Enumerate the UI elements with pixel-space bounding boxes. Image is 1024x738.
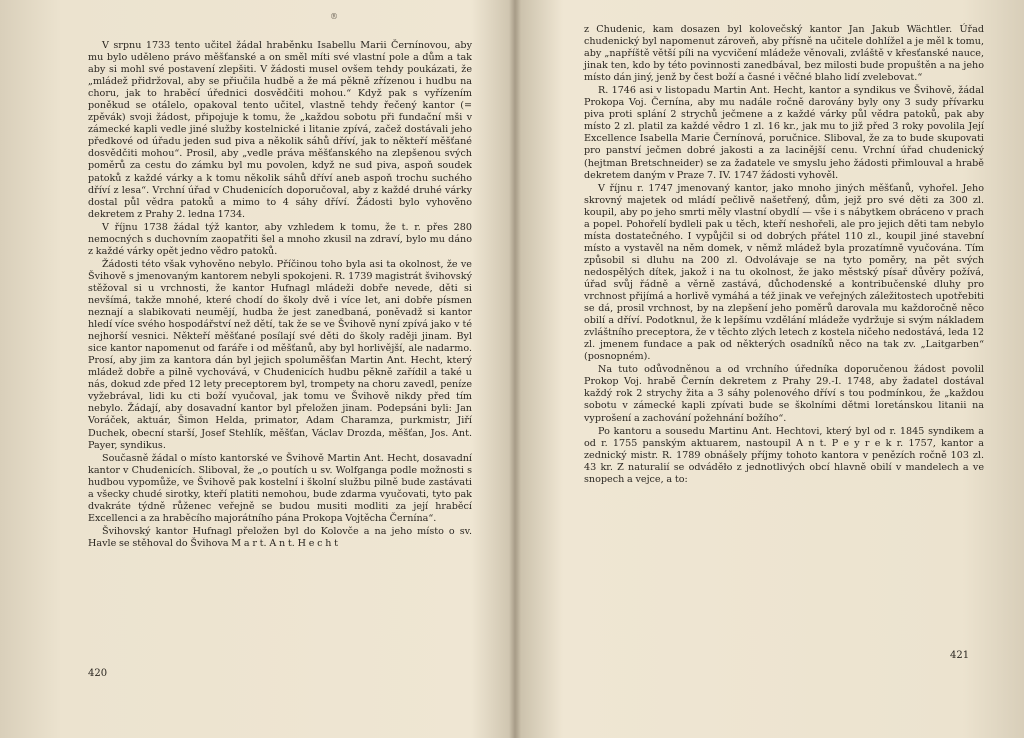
left-paragraph-1: V srpnu 1733 tento učitel žádal hraběnku Isabellu Marii Černínovou, aby mu bylo uděleno právo měšťanské a on směl míti své vlastní pole a dům a tak aby si mohl své postavení zlepšiti. V žádosti musel ovšem tehdy poukázati, že „mládež přidržoval, aby se přiučila hudbě a že má pěkně zřízenou i hudbu na choru, jak to hraběcí úřednici dosvědčiti mohou.“ Když pak s vyřízením poněkud se otálelo, opakoval tento učitel, vlastně tehdy řečený kantor (= zpěvák) svoji žádost, připojuje k tomu, že „každou sobotu při fundační mši v zámecké kapli vedle jiné služby kostelnické i litanie zpívá, začež dostávali jeho předkové od úřadu jeden sud piva a několik sáhů dříví, jak to někteří měšťané dosvědčiti mohou“. Prosil, aby „vedle práva měšťanského na zlepšenou svých poměrů za cestu do zámku byl mu povolen, když ne sud piva, aspoň soudek patoků z každé várky a k tomu několik sáhů dříví aneb aspoň trochu suchého dříví z lesa“. Vrchní úřad v Chudenicích doporučoval, aby z každé druhé várky dostal půl vědra patoků a mimo to 4 sáhy dříví. Žádosti bylo vyhověno dekretem z Prahy 2. ledna 1734. bbox=[88, 40, 472, 220]
right-paragraph-1: z Chudenic, kam dosazen byl kolovečský kantor Jan Jakub Wächtler. Úřad chudenický byl napomenut zároveň, aby přísně na učitele dohlížel a je měl k tomu, aby „napříště větší píli na vycvičení mládeže věnovali, zvláště v křesťanské nauce, jinak ten, kdo by této povinnosti zanedbával, bez milosti bude propuštěn a na jeho místo dán jiný, jenž by čest boží a časné i věčné blaho lidí zvelebovat.“ bbox=[584, 24, 984, 84]
right-page bbox=[518, 0, 1024, 738]
ink-mark: ® bbox=[330, 12, 338, 21]
left-paragraph-3: Žádosti této však vyhověno nebylo. Příčinou toho byla asi ta okolnost, že ve Švihově s jmenovaným kantorem nebyli spokojeni. R. 1739 magistrát švihovský stěžoval si u vrchnosti, že kantor Hufnagl mládeži dobře nevede, děti si nevšímá, takže mnohé, které chodí do školy dvě i více let, ani dobře písmen neznají a slabikovati neumějí, hudba že jest zanedbaná, poněvadž si kantor hledí více svého hospodářství než dětí, tak že se ve Švihově nyní zpívá jako v té nejhorší vesnici. Někteří měšťané posílají své děti do školy raději jinam. Byl sice kantor napomenut od faráře i od měšťanů, aby byl horlivější, ale nadarmo. Prosí, aby jim za kantora dán byl jejich spoluměšťan Martin Ant. Hecht, který mládež dobře a pilně vychovává, v Chudenicích hudbu pěkně zařídil a také u nás, dokud zde před 12 lety preceptorem byl, trompety na choru zavedl, peníze vyžebrával, lidi ku cti boží vyučoval, jak tomu ve Švihově nikdy před tím nebylo. Žádají, aby dosavadní kantor byl přeložen jinam. Podepsáni byli: Jan Voráček, aktuár, Šimon Helda, primator, Adam Charamza, purkmistr, Jiří Duchek, obecní starší, Josef Stehlík, měšťan, Václav Drozda, měšťan, Jos. Ant. Payer, syndikus. bbox=[88, 258, 472, 451]
right-paragraph-2: R. 1746 asi v listopadu Martin Ant. Hecht, kantor a syndikus ve Švihově, žádal Prokopa Voj. Černína, aby mu nadále ročně darovány byly ony 3 sudy přívarku piva proti splání 2 strychů ječmene a z každé várky půl vědra patoků, pak aby místo 2 zl. platil za každé vědro 1 zl. 16 kr., jak mu to již před 3 roky povolila Její Excellence Isabella Marie Černínová, poručnice. Sliboval, že za to bude skupovati pro panství ječmen dobré jakosti a za lacinější cenu. Vrchní úřad chudenický (hejtman Bretschneider) se za žadatele ve smyslu jeho žádosti přimlouval a hrabě dekretem daným v Praze 7. IV. 1747 žádosti vyhověl. bbox=[584, 85, 984, 181]
page-number-left: 420 bbox=[88, 668, 108, 679]
page-number-right: 421 bbox=[950, 650, 970, 661]
right-paragraph-3: V říjnu r. 1747 jmenovaný kantor, jako mnoho jiných měšťanů, vyhořel. Jeho skrovný majetek od mládí pečlivě našetřený, dům, jejž pro své děti za 300 zl. koupil, aby po jeho smrti měly vlastní obydlí — vše i s nábytkem obráceno v prach a popel. Pohořelí bydleli pak u těch, kteří neshořeli, ale pro jejich děti tam nebylo místa dostatečného. I vypůjčil si od dobrých přátel 110 zl., koupil jiné stavební místo a vystavěl na něm domek, v němž mládež byla prozatímně vyučována. Tím způsobil si dluhu na 200 zl. Odvolávaje se na tyto poměry, na pět svých nedospělých dítek, jakož i na tu okolnost, že jako městský písař důvěry požívá, úřad svůj řádně a věrně zastává, důchodenské a kontribučenské dluhy pro vrchnost přijímá a horlivě vymáhá a též jinak ve veřejných záležitostech upotřebiti se dá, prosil vrchnost, by na zlepšení jeho poměrů darovala mu každoročně něco obilí a dříví. Podotknul, že k lepšímu vzdělání mládeže vydržuje si svým nákladem zvláštního preceptora, že v těchto zlých letech z kostela ničeho nedostává, leda 12 zl. jmenem fundace a pak od některých osadníků něco na tak zv. „Laitgarben“ (posnopném). bbox=[584, 182, 984, 363]
right-paragraph-5: Po kantoru a sousedu Martinu Ant. Hechtovi, který byl od r. 1845 syndikem a od r. 1755 panským aktuarem, nastoupil A n t. P e y r e k r. 1757, kantor a zednický mistr. R. 1789 obnášely příjmy tohoto kantora v penězích ročně 103 zl. 43 kr. Z naturalií se odváděło z jednotlivých obcí hlavně obilí v mandelech a ve snopech a vejce, a to: bbox=[584, 425, 984, 485]
left-paragraph-4: Současně žádal o místo kantorské ve Švihově Martin Ant. Hecht, dosavadní kantor v Chudenicích. Sliboval, že „o poutích u sv. Wolfganga podle možnosti s hudbou vypomůže, ve Švihově pak kostelní i školní službu pilně bude zastávati a všecky chudé sirotky, kteří platiti nemohou, bude zdarma vyučovati, tyto pak dvakráte týdně růženec veřejně se budou musiti modliti za její hraběcí Excellenci a za hraběcího majorátního pána Prokopa Vojtěcha Černína“. bbox=[88, 452, 472, 524]
right-paragraph-4: Na tuto odůvodněnou a od vrchního úředníka doporučenou žádost povolil Prokop Voj. hrabě Černín dekretem z Prahy 29.-I. 1748, aby žadatel dostával každý rok 2 strychy žita a 3 sáhy polenového dříví s tou podmínkou, že „každou sobotu v zámecké kapli zpívati bude se školními dětmi loretánskou litanii na vyprošení a zachování požehnání božího“. bbox=[584, 364, 984, 424]
left-paragraph-2: V říjnu 1738 žádal týž kantor, aby vzhledem k tomu, že t. r. přes 280 nemocných s duchovním zaopatřiti šel a mnoho zkusil na zdraví, bylo mu dáno z každé várky opět jedno vědro patoků. bbox=[88, 221, 472, 257]
left-paragraph-5: Švihovský kantor Hufnagl přeložen byl do Kolovče a na jeho místo o sv. Havle se stěhoval do Švihova M a r t. A n t. H e c h t bbox=[88, 525, 472, 549]
